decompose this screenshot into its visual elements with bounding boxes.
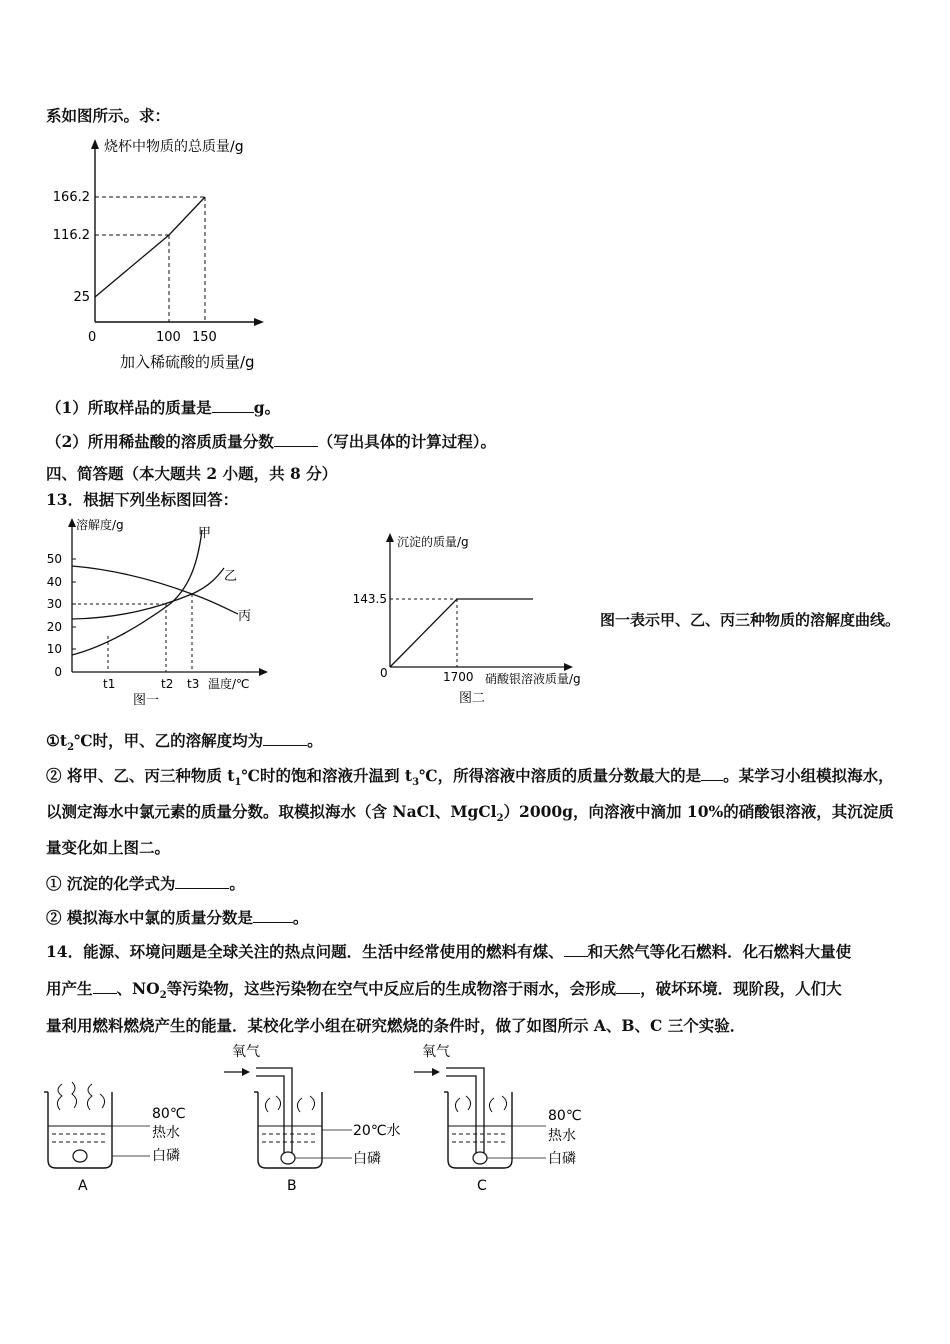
y-axis-arrow-icon (386, 533, 394, 542)
question-13-2c: 量变化如上图二。 (46, 838, 171, 857)
fig2-xlabel: 硝酸银溶液质量/g (485, 672, 581, 686)
gas-tube (256, 1068, 292, 1158)
fig1-caption: 图一 (133, 693, 160, 708)
gas-tube (446, 1068, 484, 1158)
label-bing: 丙 (238, 609, 252, 624)
question-13-4: ② 模拟海水中氯的质量分数是 。 (46, 908, 309, 927)
fig2-xtick: 1700 (443, 670, 474, 684)
arrow-right-icon (432, 1068, 440, 1076)
answer-blank[interactable] (175, 874, 229, 889)
chart1-xtick-150: 150 (192, 330, 217, 345)
white-phosphorus-icon (473, 1152, 487, 1164)
total-mass-line (95, 197, 205, 297)
question-1: （1）所取样品的质量是 g。 (46, 398, 281, 417)
question-14-c: 量利用燃料燃烧产生的能量．某校化学小组在研究燃烧的条件时，做了如图所示 A、B、C 三个实验． (46, 1016, 746, 1035)
experiment-b (220, 1040, 420, 1195)
fig1-xtick-t2: t2 (161, 677, 174, 691)
curve-yi (72, 568, 224, 619)
fig1-ytick: 10 (46, 642, 62, 656)
exp-a-caption: A (78, 1178, 88, 1194)
chart1-xlabel: 加入稀硫酸的质量/g (120, 353, 255, 371)
fig1-xlabel: 温度/℃ (208, 677, 250, 691)
fig1-ytick: 0 (54, 665, 62, 679)
y-axis-arrow-icon (68, 518, 76, 527)
fig2-ylabel: 沉淀的质量/g (397, 535, 469, 549)
question-14-a: 14．能源、环境问题是全球关注的热点问题．生活中经常使用的燃料有煤、 和天然气等化石燃料．化石燃料大量使 (46, 942, 852, 961)
y-axis-arrow-icon (91, 139, 99, 149)
answer-blank[interactable] (253, 908, 293, 923)
fig1-ylabel: 溶解度/g (76, 518, 124, 532)
fig2-ytick: 143.5 (352, 592, 387, 606)
fig1-xtick-t3: t3 (187, 677, 200, 691)
precipitate-line (390, 599, 533, 667)
exp-b-water: 20℃水 (353, 1123, 401, 1139)
chart1-ytick-25: 25 (73, 290, 90, 305)
steam-icon (57, 1082, 104, 1110)
exp-b-solid: 白磷 (353, 1151, 381, 1167)
exp-b-caption: B (287, 1178, 297, 1194)
question-13-2b: 以测定海水中氯元素的质量分数。取模拟海水（含 NaCl、MgCl$_2$）2000g，向溶液中滴加 10%的硝酸银溶液，其沉淀质 (46, 802, 894, 825)
chart-precipitate (345, 525, 605, 710)
chart1-ylabel: 烧杯中物质的总质量/g (104, 139, 244, 155)
arrow-right-icon (242, 1068, 250, 1076)
question-14-b: 用产生 、$NO_2$等污染物，这些污染物在空气中反应后的生成物溶于雨水，会形成 ，破坏环境．现阶段，人们大 (46, 979, 842, 1002)
guide-lines (95, 197, 205, 322)
question-13-2: ② 将甲、乙、丙三种物质 $t_1℃$时的饱和溶液升温到 $t_3℃$，所得溶液中溶质的质量分数最大的是 。某学习小组模拟海水， (46, 766, 894, 789)
fig2-origin: 0 (380, 666, 388, 680)
curve-jia (72, 530, 202, 655)
answer-blank[interactable] (274, 432, 318, 447)
exp-c-gas: 氧气 (422, 1044, 450, 1060)
x-axis-arrow-icon (254, 318, 264, 326)
question-13-3: ① 沉淀的化学式为 。 (46, 874, 245, 893)
exp-b-gas: 氧气 (232, 1044, 260, 1060)
answer-blank[interactable] (701, 766, 723, 781)
x-axis-arrow-icon (259, 668, 268, 676)
experiment-c (410, 1040, 610, 1195)
exp-a-water: 热水 (152, 1125, 180, 1141)
fig1-description: 图一表示甲、乙、丙三种物质的溶解度曲线。 (600, 611, 901, 629)
steam-icon (265, 1096, 314, 1112)
answer-blank[interactable] (564, 942, 588, 957)
chart1-xtick-100: 100 (156, 330, 181, 345)
question-2: （2）所用稀盐酸的溶质质量分数 （写出具体的计算过程）。 (46, 432, 497, 451)
exp-c-caption: C (477, 1178, 487, 1194)
exp-a-solid: 白磷 (152, 1148, 180, 1164)
fig1-ytick: 40 (46, 575, 62, 589)
section-heading: 四、简答题（本大题共 2 小题，共 8 分） (46, 464, 338, 483)
white-phosphorus-icon (73, 1150, 87, 1162)
exp-a-temp: 80℃ (152, 1106, 186, 1122)
answer-blank[interactable] (93, 979, 117, 994)
fig2-caption: 图二 (459, 691, 486, 706)
white-phosphorus-icon (281, 1152, 295, 1164)
chart1-origin: 0 (88, 330, 97, 345)
fig1-ytick: 20 (46, 620, 62, 634)
steam-icon (455, 1096, 506, 1112)
fig1-ytick: 30 (46, 597, 62, 611)
chart1-ytick-116: 116.2 (52, 228, 90, 243)
experiment-a (40, 1080, 210, 1195)
chart-solubility (40, 512, 280, 717)
x-axis-arrow-icon (564, 663, 573, 671)
question-13-title: 13．根据下列坐标图回答： (46, 490, 239, 509)
exp-c-water: 热水 (548, 1128, 576, 1144)
intro-text: 系如图所示。求： (46, 106, 171, 125)
answer-blank[interactable] (263, 731, 307, 746)
fig1-xtick-t1: t1 (103, 677, 116, 691)
exp-c-solid: 白磷 (548, 1151, 576, 1167)
fig1-ytick: 50 (46, 552, 62, 566)
question-13-1: $①t_2℃$时，甲、乙的溶解度均为 。 (46, 731, 323, 754)
answer-blank[interactable] (212, 398, 254, 413)
label-yi: 乙 (224, 569, 238, 584)
label-jia: 甲 (198, 526, 212, 541)
answer-blank[interactable] (616, 979, 640, 994)
chart1-ytick-166: 166.2 (52, 190, 90, 205)
exp-c-temp: 80℃ (548, 1108, 582, 1124)
chart-total-mass (40, 135, 300, 380)
